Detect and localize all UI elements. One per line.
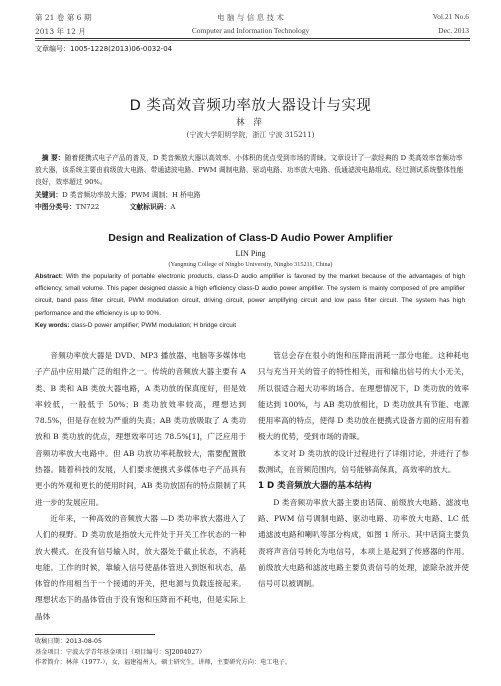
keywords-label-en: Key words: [35, 321, 70, 329]
footnote-received: 收稿日期：2013-08-05 [35, 638, 102, 645]
footnote-fund: 基金项目：宁波大学青年基金项目（项目编号：SJ2004027） [35, 648, 206, 656]
journal-volume-issue: 第 21 卷 第 6 期 [35, 13, 92, 22]
body-right-column [258, 348, 469, 592]
keywords-text-en: class-D power amplifier; PWM modulation; H bridge circuit [71, 321, 237, 329]
abstract-text-cn: 随着便携式电子产品的普及，D 类音频放大器以高效率、小体积的优点受到市场的青睐。文章设计了一款经典的 D 类高效率音频功率放大器，该系统主要由前级放大电路、带通滤波电路、PWM 调制电路、驱动电路、功率放大电路、低通滤波电路组成。经过测试系统整体性能良好，效率超过 90%。 [35, 154, 464, 187]
doc-code-value: A [170, 203, 176, 211]
header-rule [35, 38, 470, 39]
journal-vol-en: Vol.21 No.6 [432, 12, 469, 21]
journal-date-en: Dec. 2013 [438, 26, 469, 35]
abstract-text-en: With the popularity of portable electronic products, class-D audio amplifier is favored by the market because of the advantages of high efficiency, small volume. This paper designed classic a high efficiency class-D audio power amplifier. The system is mainly composed of pre amplifier circuit, band pass filter circuit, PWM modulation circuit, driving circuit, power amplifying circuit and low pass filter circuit. The system has high performance and the efficiency is up to 90%. [35, 273, 465, 317]
paper-title-en: Design and Realization of Class-D Audio Power Amplifier [108, 232, 393, 244]
body-paragraph: 本文对 D 类功放的设计过程进行了详细讨论，并进行了参数测试，在音频范围内，信号能够高保真，高效率的放大。 [258, 448, 469, 475]
abstract-label-cn: 摘 要： [41, 154, 65, 162]
journal-name-en: Computer and Information Technology [191, 26, 310, 35]
body-paragraph: 音频功率放大器是 DVD、MP3 播放器、电脑等多媒体电子产品中应用最广泛的组件之一。传统的音频放大器主要有 A 类、B 类和 AB 类放大器电路，A 类功放的保真度好，但是效率较低，一般低于 50%；B 类功放效率较高，理想达到 78.5%，但是存在较为严重的失真；AB 类功放吸取了 A 类功放和 B 类功放的优点，理想效率可达 78.5%[1]，广泛应用于音频功率放大电路中。但 AB 功放功率耗散较大，需要配置散热器。随着科技的发展，人们要求便携式多媒体电子产品具有更小的外观和更长的使用时间，AB 类功放固有的特点限制了其进一步的发展应用。 [35, 351, 246, 507]
keywords-text-cn: D 类音频功率放大器；PWM 调制；H 桥电路 [62, 191, 201, 199]
affiliation-cn: (宁波大学阳明学院，浙江 宁波 315211) [186, 131, 315, 139]
abstract-en [35, 271, 465, 332]
paper-title-cn: D 类高效音频功率放大器设计与实现 [129, 98, 372, 114]
author-cn: 林 萍 [236, 118, 265, 128]
footnote-author-bio: 作者简介：林萍（1977-），女，福建福州人，硕士研究生，讲师，主要研究方向：电工电子。 [35, 659, 292, 666]
body-paragraph: D 类音频功率放大器主要由话筒、前级放大电路、滤波电路、PWM 信号调制电路、驱动电路、功率放大电路、LC 低通滤波电路和喇叭等部分构成，如图 1 所示。其中话筒主要负责将声音信号转化为电信号，本项上是起到了传感器的作用。前级放大电路和滤波电路主要负责信号的处理，滤除杂波并使信号可以被调制。 [258, 497, 469, 589]
classification [35, 201, 465, 213]
body-paragraph: 管总会存在很小的饱和压降而消耗一部分电能。这种耗电只与充当开关的管子的特性相关，而和输出信号的大小无关，所以很适合超大功率的场合。在理想情况下，D 类功放的效率能达到 100%，与 AB 类功放相比，D 类功放具有节能、电源使用率高的特点，使得 D 类功放在便携式设备方面的应用有着极大的优势，受到市场的青睐。 [258, 351, 469, 442]
abstract-cn [35, 152, 465, 189]
author-en: LIN Ping [235, 249, 266, 258]
journal-name-cn: 电 脑 与 信 息 技 术 [217, 13, 284, 22]
affiliation-en: (Yangming College of Ningbo University, Ningbo 315211, China) [168, 261, 333, 268]
class-value: TN722 [75, 203, 100, 211]
footnote-rule [35, 634, 155, 635]
keywords-cn [35, 189, 465, 201]
doc-code-label: 文献标识码： [129, 203, 171, 211]
journal-date: 2013 年 12 月 [35, 27, 86, 36]
body-paragraph: 近年来，一种高效的音频放大器 —D 类功率放大器进入了人们的视野。D 类功放是指放大元件处于开关工作状态的一种放大模式。在没有信号输入时，放大器处于截止状态，不消耗电能。工作的时候，靠输入信号使晶体管进入到饱和状态，晶体管的作用相当于一个接通的开关，把电源与负载连接起来。理想状态下的晶体管由于没有饱和压降而不耗电，但是实际上晶体 [35, 513, 246, 621]
section-heading: 1 D 类音频放大器的基本结构 [258, 481, 372, 492]
abstract-label-en: Abstract: [35, 273, 64, 280]
footnote [35, 637, 465, 669]
keywords-label-cn: 关键词： [35, 191, 63, 199]
body-left-column [35, 348, 246, 625]
class-label: 中图分类号： [35, 203, 76, 211]
header-rule-thin [35, 40, 470, 41]
article-number: 文章编号：1005-1228(2013)06-0032-04 [35, 45, 173, 53]
